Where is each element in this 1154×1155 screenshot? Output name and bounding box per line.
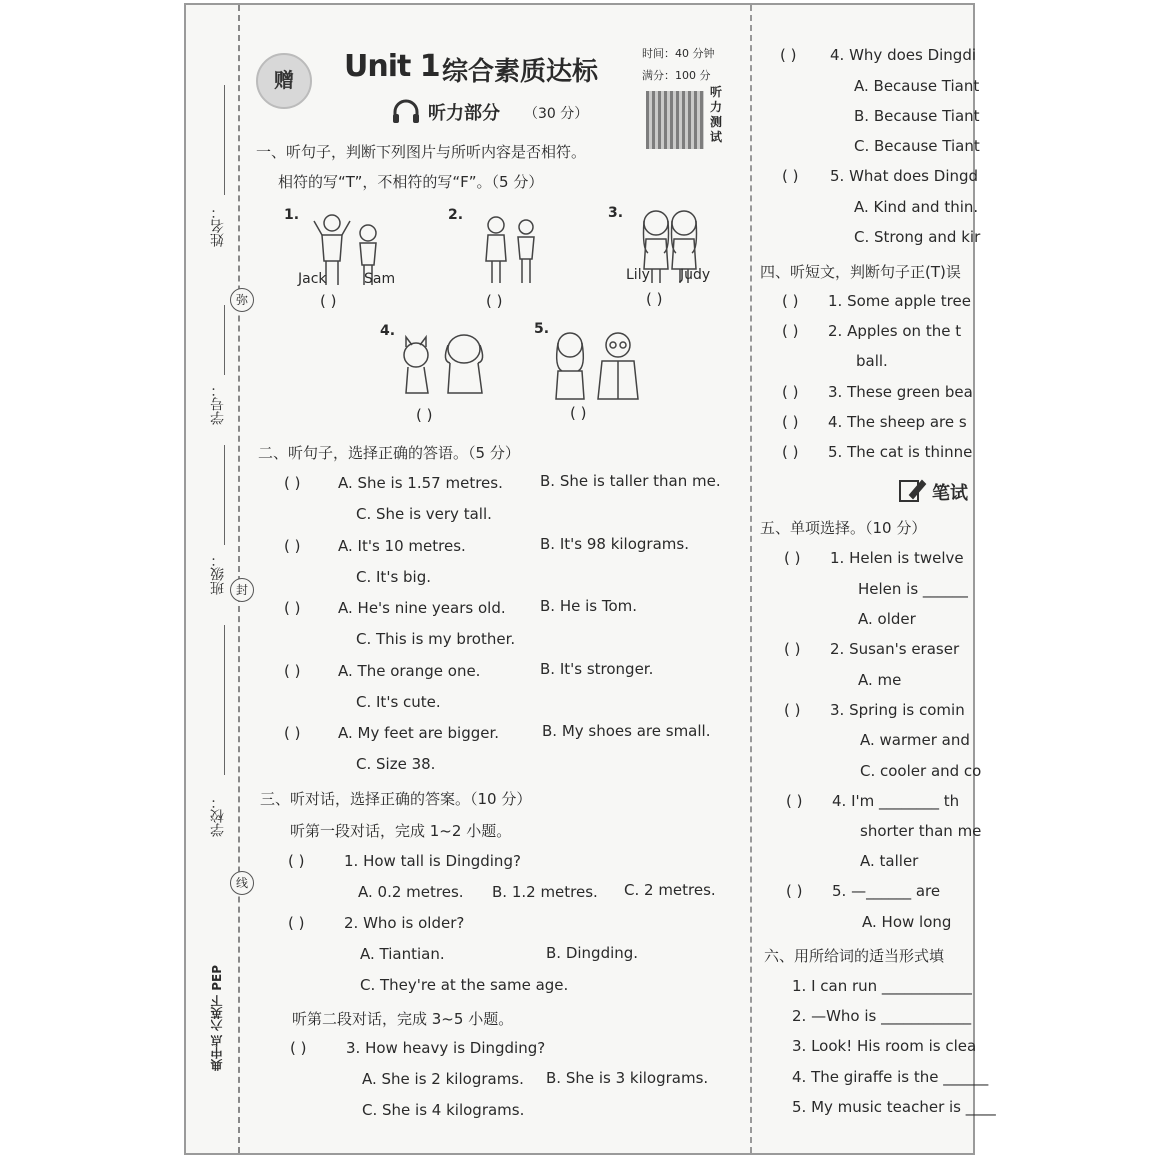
option-a: A. She is 2 kilograms. [362,1070,524,1088]
seal-mark-2: 封 [230,578,254,602]
fill-in-item[interactable]: 2. —Who is ____________ [792,1007,972,1025]
qr-code-icon[interactable] [646,91,704,149]
option-c: C. This is my brother. [356,630,516,648]
option-c: C. They're at the same age. [360,976,569,994]
name-label: 姓名： [210,205,226,247]
option-c: C. Strong and kir [854,228,981,246]
option-b: B. Dingding. [546,944,639,962]
answer-blank[interactable]: ( ) [782,322,799,340]
option-b: B. 1.2 metres. [492,883,598,901]
column-separator [750,5,752,1153]
answer-blank[interactable]: ( ) [784,640,801,658]
question-text: 2. Susan's eraser [830,640,960,658]
figure-number: 3. [608,205,624,221]
option-b: B. It's stronger. [540,660,654,678]
figure-label: Jack [298,271,327,287]
option-b: B. My shoes are small. [542,722,711,740]
option-b: B. Because Tiant [854,107,980,125]
exam-page [184,3,996,1155]
figure-number: 4. [380,323,396,339]
statement-text: 5. The cat is thinne [828,443,973,461]
figure-label: Sam [364,271,396,287]
part4-heading: 四、听短文，判断句子正(T)误 [760,263,961,281]
seal-mark-1: 弥 [230,288,254,312]
option-a: A. How long [862,913,952,931]
statement-text: 4. The sheep are s [828,413,967,431]
answer-blank[interactable]: ( ) [784,549,801,567]
answer-blank[interactable]: ( ) [782,292,799,310]
answer-blank[interactable]: ( ) [780,46,797,64]
part1-heading: 一、听句子，判断下列图片与所听内容是否相符。 [256,143,587,161]
option-b: B. She is 3 kilograms. [546,1069,709,1087]
figure-number: 1. [284,207,300,223]
cat-and-dog-figure [394,327,494,403]
option-a: A. The orange one. [338,662,481,680]
fill-in-item[interactable]: 5. My music teacher is ____ [792,1098,996,1116]
part2-heading: 二、听句子，选择正确的答语。（5 分） [258,444,520,462]
answer-blank[interactable]: ( ) [782,167,799,185]
option-a: A. Tiantian. [360,945,445,963]
answer-blank[interactable]: ( ) [284,724,301,742]
name-blank-line [224,85,225,195]
question-text: 3. Spring is comin [830,701,965,719]
part1-instruction: 相符的写“T”，不相符的写“F”。（5 分） [278,173,544,191]
option-a: A. taller [860,852,919,870]
question-text: 5. —______ are [832,882,941,900]
woman-and-grandpa-figure [548,327,644,405]
answer-blank[interactable]: ( ) [284,662,301,680]
option-c: C. Because Tiant [854,137,980,155]
answer-blank[interactable]: ( ) [320,292,337,310]
school-blank-line [224,625,225,775]
answer-blank[interactable]: ( ) [416,406,433,424]
part3-heading: 三、听对话，选择正确的答案。（10 分） [260,790,532,808]
part3-subheading: 听第二段对话，完成 3~5 小题。 [292,1010,514,1028]
option-c: C. Size 38. [356,755,436,773]
option-b: B. He is Tom. [540,597,638,615]
question-text: 5. What does Dingd [830,167,979,185]
option-b: B. She is taller than me. [540,472,721,490]
figure-label: Judy [680,267,711,283]
option-b: B. It's 98 kilograms. [540,535,689,553]
option-a: A. Because Tiant [854,77,980,95]
question-text: 4. Why does Dingdi [830,46,977,64]
answer-blank[interactable]: ( ) [290,1039,307,1057]
option-a: A. 0.2 metres. [358,883,464,901]
listening-section-title: 听力部分 [428,103,500,124]
option-c: C. She is 4 kilograms. [362,1101,525,1119]
question-text: 1. Helen is twelve [830,549,964,567]
school-label: 学校： [210,795,226,837]
option-a: A. He's nine years old. [338,599,506,617]
option-a: A. older [858,610,916,628]
statement-continuation: ball. [856,352,888,370]
question-text: 2. Who is older? [344,914,465,932]
gift-stamp-icon: 赠 [256,53,312,109]
class-label: 班级： [210,553,226,595]
answer-blank[interactable]: ( ) [288,852,305,870]
question-text: 3. How heavy is Dingding? [346,1039,546,1057]
listening-section-score: （30 分） [524,106,589,122]
option-a: A. Kind and thin. [854,198,979,216]
question-text: 4. I'm ________ th [832,792,960,810]
option-c: C. cooler and co [860,762,982,780]
figure-number: 2. [448,207,464,223]
answer-blank[interactable]: ( ) [782,413,799,431]
figure-number: 5. [534,321,550,337]
question-line2: Helen is ______ [858,580,968,598]
part3-subheading: 听第一段对话，完成 1~2 小题。 [290,822,512,840]
page-title: 综合素质达标 [442,57,599,87]
answer-blank[interactable]: ( ) [570,404,587,422]
unit-title: Unit 1 [344,49,440,84]
statement-text: 2. Apples on the t [828,322,962,340]
fill-in-item[interactable]: 1. I can run ____________ [792,977,972,995]
seal-mark-3: 线 [230,871,254,895]
answer-blank[interactable]: ( ) [284,537,301,555]
answer-blank[interactable]: ( ) [284,599,301,617]
pencil-note-icon [898,477,926,507]
answer-blank[interactable]: ( ) [782,383,799,401]
statement-text: 1. Some apple tree [828,292,971,310]
brand-logo: 典中点 六英下 PEP [210,965,224,1072]
time-info: 时间：40 分钟 [642,47,715,60]
option-c: C. It's cute. [356,693,441,711]
figure-label: Lily [626,267,650,283]
kids-figure [482,213,542,289]
option-a: A. She is 1.57 metres. [338,474,503,492]
answer-blank[interactable]: ( ) [486,292,503,310]
student-no-label: 学号： [210,383,226,425]
option-c: C. 2 metres. [624,881,716,899]
option-a: A. My feet are bigger. [338,724,500,742]
score-info: 满分：100 分 [642,69,711,82]
answer-blank[interactable]: ( ) [288,914,305,932]
fill-in-item[interactable]: 3. Look! His room is clea [792,1037,977,1055]
option-c: C. She is very tall. [356,505,492,523]
answer-blank[interactable]: ( ) [784,701,801,719]
answer-blank[interactable]: ( ) [646,290,663,308]
question-text: 1. How tall is Dingding? [344,852,521,870]
fill-in-item[interactable]: 4. The giraffe is the ______ [792,1068,989,1086]
option-a: A. It's 10 metres. [338,537,466,555]
answer-blank[interactable]: ( ) [786,792,803,810]
listening-test-label: 听力测试 [710,85,723,144]
answer-blank[interactable]: ( ) [782,443,799,461]
option-c: C. It's big. [356,568,431,586]
headphones-icon [391,99,421,129]
statement-text: 3. These green bea [828,383,973,401]
class-blank-line [224,445,225,545]
answer-blank[interactable]: ( ) [786,882,803,900]
option-a: A. warmer and [860,731,970,749]
student-no-blank-line [224,305,225,375]
written-section-title: 笔试 [932,483,968,504]
part5-heading: 五、单项选择。（10 分） [760,519,927,537]
answer-blank[interactable]: ( ) [284,474,301,492]
part6-heading: 六、用所给词的适当形式填 [764,947,945,965]
question-line2: shorter than me [860,822,982,840]
option-a: A. me [858,671,902,689]
